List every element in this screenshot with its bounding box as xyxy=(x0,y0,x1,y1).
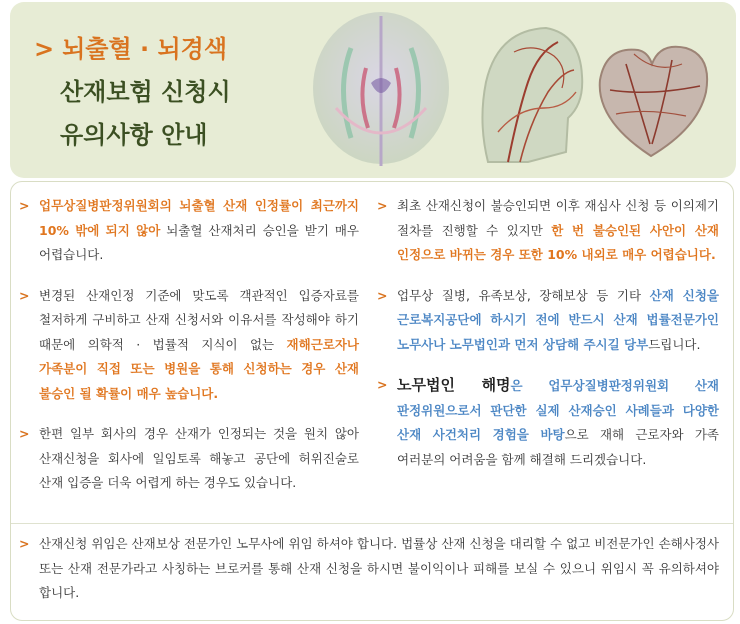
chevron-right-icon: > xyxy=(19,536,30,551)
section-divider xyxy=(11,523,733,524)
notice-item-3: > 한편 일부 회사의 경우 산재가 인정되는 것을 원치 않아 산재신청을 회사에 일임토록 해놓고 공단에 허위진술로 산재 입증을 더욱 어렵게 하는 경우도 있습니다. xyxy=(19,422,359,496)
page-title xyxy=(34,28,231,157)
chevron-right-icon: > xyxy=(19,287,30,303)
notice-item-5: > 업무상 질병, 유족보상, 장해보상 등 기타 산재 신청을 근로복지공단에 하시기 전에 반드시 산재 법률전문가인 노무사나 노무법인과 먼저 상담해 주시길 당부드립니다. xyxy=(377,284,719,358)
chevron-right-icon: > xyxy=(377,198,388,213)
head-vessels-image xyxy=(458,12,588,178)
bottom-notice xyxy=(19,532,719,622)
right-column xyxy=(377,194,719,488)
chevron-right-icon: > xyxy=(377,287,388,303)
chevron-right-icon: > xyxy=(34,35,55,63)
notice-item-2: > 변경된 산재인정 기준에 맞도록 객관적인 입증자료를 철저하게 구비하고 산재 신청서와 이유서를 작성해야 하기 때문에 의학적 · 법률적 지식이 없는 재해근로자나 가족분이 직접 또는 병원을 통해 신청하는 경우 산재 불승인 될 확률이 매우 높습니다. xyxy=(19,284,359,407)
title-line-2: 산재보험 신청시 xyxy=(60,78,231,106)
title-line-1: 뇌출혈 · 뇌경색 xyxy=(62,35,228,63)
heart-vessels-image xyxy=(586,34,716,164)
notice-item-6: > 노무법인 해명은 업무상질병판정위원회 산재 판정위원으로서 판단한 실제 산재승인 사례들과 다양한 산재 사건처리 경험을 바탕으로 재해 근로자와 가족 여러분의 어려움을 함께 해결해 드리겠습니다. xyxy=(377,373,719,472)
brain-scan-image xyxy=(306,8,456,174)
left-column xyxy=(19,194,359,512)
title-line-3: 유의사항 안내 xyxy=(60,121,208,149)
chevron-right-icon: > xyxy=(19,198,30,213)
header-banner xyxy=(10,2,736,178)
chevron-right-icon: > xyxy=(377,377,388,392)
notice-item-4: > 최초 산재신청이 불승인되면 이후 재심사 신청 등 이의제기 절차를 진행할 수 있지만 한 번 불승인된 사안이 산재 인정으로 바뀌는 경우 또한 10% 내외로 매우 어렵습니다. xyxy=(377,194,719,268)
notice-panel xyxy=(10,181,734,621)
notice-item-1: > 업무상질병판정위원회의 뇌출혈 산재 인정률이 최근까지 10% 밖에 되지 않아 뇌출혈 산재처리 승인을 받기 매우 어렵습니다. xyxy=(19,194,359,268)
chevron-right-icon: > xyxy=(19,426,30,441)
notice-item-7: > 산재신청 위임은 산재보상 전문가인 노무사에 위임 하셔야 합니다. 법률상 산재 신청을 대리할 수 없고 비전문가인 손해사정사 또는 산재 전문가라고 사칭하는 브로커를 통해 산재 신청을 하시면 불이익이나 피해를 보실 수 있으니 위임시 꼭 유의하셔야 합니다. xyxy=(19,532,719,606)
